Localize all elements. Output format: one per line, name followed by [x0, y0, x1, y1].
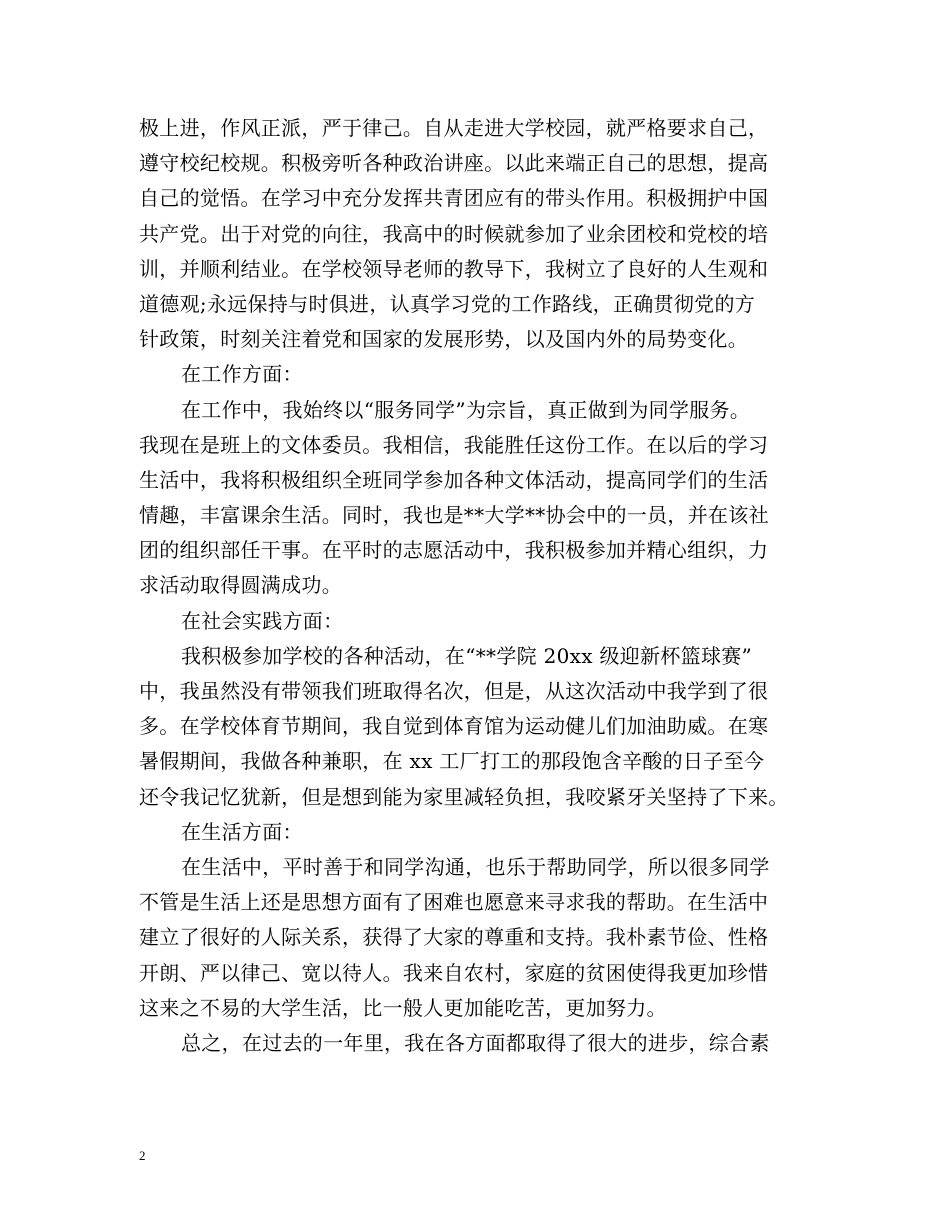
text-line: 针政策，时刻关注着党和国家的发展形势，以及国内外的局势变化。	[139, 327, 748, 352]
text-line: 生活中，我将积极组织全班同学参加各种文体活动，提高同学们的生活	[139, 467, 769, 492]
text-line: 这来之不易的大学生活，比一般人更加能吃苦，更加努力。	[139, 995, 667, 1020]
text-line: 建立了很好的人际关系，获得了大家的尊重和支持。我朴素节俭、性格	[139, 925, 769, 950]
text-line: 团的组织部任干事。在平时的志愿活动中，我积极参加并精心组织，力	[139, 538, 769, 563]
text-line: 遵守校纪校规。积极旁听各种政治讲座。以此来端正自己的思想，提高	[139, 151, 769, 176]
document-body	[139, 111, 819, 1061]
text-line: 极上进，作风正派，严于律己。自从走进大学校园，就严格要求自己，	[139, 116, 769, 140]
text-line: 我积极参加学校的各种活动，在“**学院 20xx 级迎新杯篮球赛”	[181, 643, 753, 668]
text-line: 多。在学校体育节期间，我自觉到体育馆为运动健儿们加油助威。在寒	[139, 714, 769, 739]
text-line: 道德观;永远保持与时俱进，认真学习党的工作路线，正确贯彻党的方	[139, 291, 756, 316]
text-line: 中，我虽然没有带领我们班取得名次，但是，从这次活动中我学到了很	[139, 679, 769, 703]
page-number: 2	[139, 1148, 146, 1163]
text-line: 在生活中，平时善于和同学沟通，也乐于帮助同学，所以很多同学	[181, 854, 770, 879]
text-line: 在工作方面：	[181, 362, 303, 387]
text-line: 在生活方面：	[181, 819, 303, 844]
text-line: 共产党。出于对党的向往，我高中的时候就参加了业余团校和党校的培	[139, 221, 769, 246]
text-line: 求活动取得圆满成功。	[139, 573, 342, 598]
text-line: 自己的觉悟。在学习中充分发挥共青团应有的带头作用。积极拥护中国	[139, 186, 769, 211]
text-line: 情趣，丰富课余生活。同时，我也是**大学**协会中的一员，并在该社	[139, 503, 769, 528]
text-line: 不管是生活上还是思想方面有了困难也愿意来寻求我的帮助。在生活中	[139, 890, 769, 915]
text-line: 暑假期间，我做各种兼职，在 xx 工厂打工的那段饱含辛酸的日子至今	[139, 749, 765, 774]
text-line: 总之，在过去的一年里，我在各方面都取得了很大的进步，综合素	[181, 1030, 770, 1055]
text-line: 训，并顺利结业。在学校领导老师的教导下，我树立了良好的人生观和	[139, 256, 769, 281]
text-line: 在工作中，我始终以“服务同学”为宗旨，真正做到为同学服务。	[181, 397, 751, 422]
text-line: 还令我记忆犹新，但是想到能为家里减轻负担，我咬紧牙关坚持了下来。	[139, 784, 789, 809]
text-line: 在社会实践方面：	[181, 608, 344, 633]
text-line: 我现在是班上的文体委员。我相信，我能胜任这份工作。在以后的学习	[139, 432, 769, 457]
text-line: 开朗、严以律己、宽以待人。我来自农村，家庭的贫困使得我更加珍惜	[139, 960, 769, 985]
